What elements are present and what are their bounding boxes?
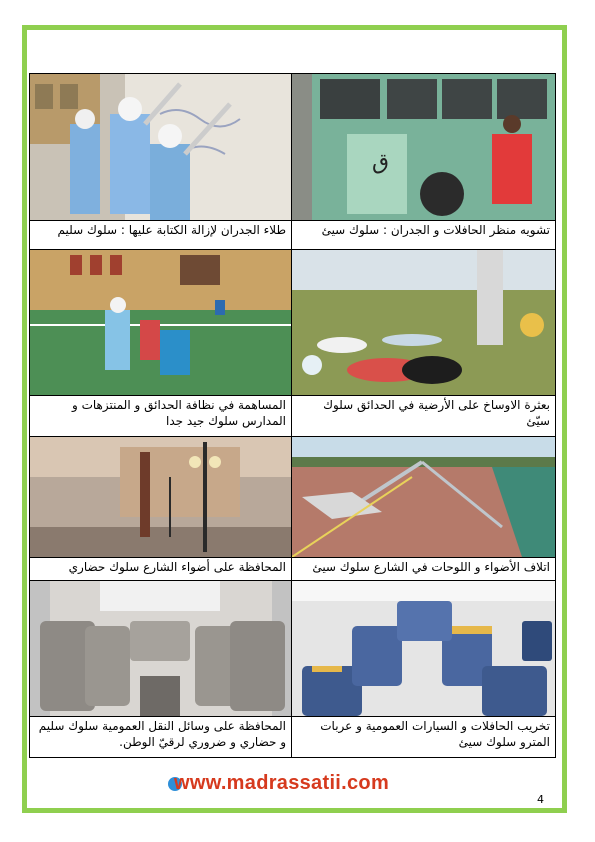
- bus-graffiti-photo: [292, 74, 555, 220]
- table-row: [30, 558, 556, 581]
- cleaning-schoolyard-photo-cell: [30, 250, 292, 396]
- table-row: [30, 717, 556, 758]
- table-row: [30, 581, 556, 717]
- caption-good: طلاء الجدران لإزالة الكتابة عليها : سلوك سليم: [57, 223, 286, 237]
- caption-good: المحافظة على وسائل النقل العمومية سلوك سليم و حضاري و ضروري لرقيّ الوطن.: [38, 719, 286, 749]
- svg-text:ق: ق: [372, 150, 390, 175]
- table-row: [30, 396, 556, 437]
- behaviors-table: [29, 73, 556, 758]
- street-lamps-photo-cell: [30, 437, 292, 558]
- cleaning-schoolyard-photo: [30, 250, 291, 395]
- table-row: [30, 221, 556, 250]
- caption-bad: اتلاف الأضواء و اللوحات في الشارع سلوك سيئ: [312, 560, 550, 574]
- table-row: [30, 74, 556, 221]
- painting-wall-photo-cell: [30, 74, 292, 221]
- damaged-bus-seats-photo: [292, 581, 555, 716]
- table-row: [30, 437, 556, 558]
- painting-wall-photo: [30, 74, 291, 220]
- broken-signpost-photo: [292, 437, 555, 557]
- caption-good: المحافظة على أضواء الشارع سلوك حضاري: [68, 560, 286, 574]
- table-row: [30, 250, 556, 396]
- littered-park-photo-cell: [292, 250, 556, 396]
- caption-good: المساهمة في نظافة الحدائق و المنتزهات و المدارس سلوك جيد جدا: [71, 398, 286, 428]
- street-lamps-photo: [30, 437, 291, 557]
- bus-graffiti-photo-cell: [292, 74, 556, 221]
- clean-bus-interior-photo-cell: [30, 581, 292, 717]
- caption-bad: تشويه منظر الحافلات و الجدران : سلوك سيئ: [321, 223, 550, 237]
- broken-signpost-photo-cell: [292, 437, 556, 558]
- caption-bad: بعثرة الاوساخ على الأرضية في الحدائق سلوك سيّئ: [323, 398, 550, 428]
- clean-bus-interior-photo: [30, 581, 291, 716]
- page-number: 4: [537, 793, 544, 806]
- littered-park-photo: [292, 250, 555, 395]
- caption-bad: تخريب الحافلات و السيارات العمومية و عربات المترو سلوك سيئ: [320, 719, 550, 749]
- damaged-bus-seats-photo-cell: [292, 581, 556, 717]
- website-logo[interactable]: [168, 772, 398, 798]
- website-url: www.madrassatii.com: [174, 772, 390, 794]
